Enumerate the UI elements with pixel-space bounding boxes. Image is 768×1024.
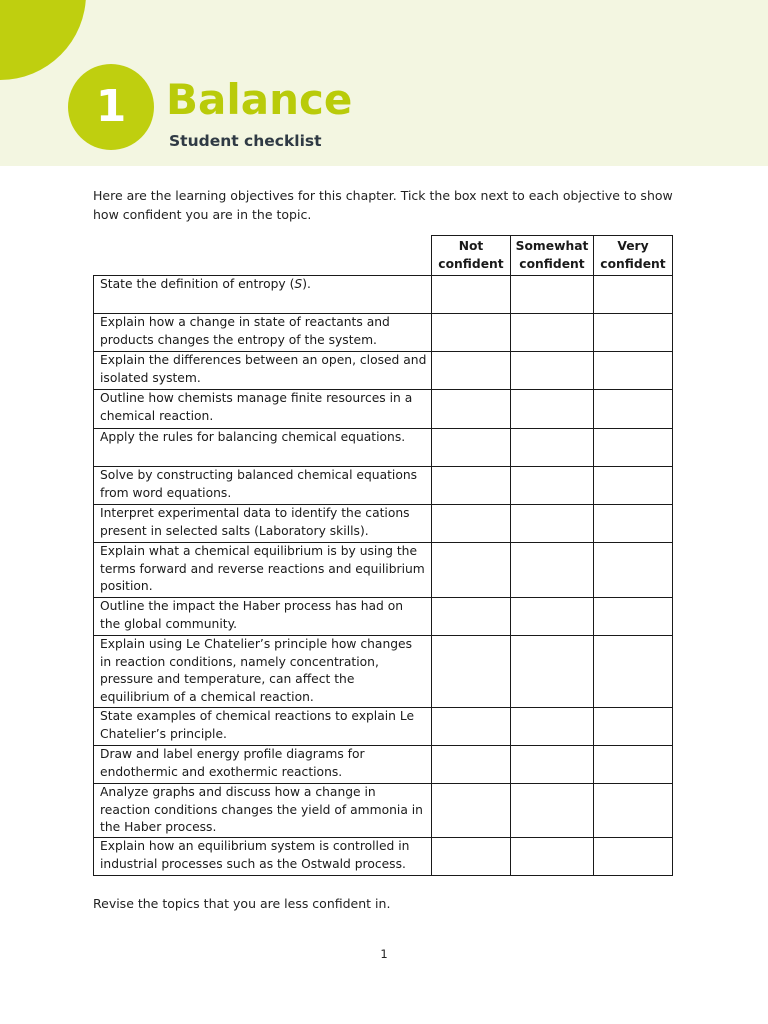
somewhat-confident-checkbox[interactable]: [511, 505, 594, 543]
chapter-number-badge: [68, 64, 154, 150]
table-row: [94, 838, 673, 876]
not-confident-checkbox[interactable]: [432, 784, 511, 838]
not-confident-checkbox[interactable]: [432, 429, 511, 467]
very-confident-checkbox[interactable]: [594, 429, 673, 467]
not-confident-checkbox[interactable]: [432, 276, 511, 314]
objective-text: Interpret experimental data to identify the cations present in selected salts (Laboratory skills).: [94, 505, 432, 543]
not-confident-checkbox[interactable]: [432, 352, 511, 390]
table-header-row: [94, 236, 673, 276]
objective-text: Solve by constructing balanced chemical equations from word equations.: [94, 467, 432, 505]
objectives-checklist-table: [93, 235, 673, 876]
table-row: [94, 636, 673, 708]
not-confident-checkbox[interactable]: [432, 505, 511, 543]
table-row: [94, 352, 673, 390]
not-confident-checkbox[interactable]: [432, 708, 511, 746]
table-row: [94, 598, 673, 636]
objective-column-header: [94, 236, 432, 276]
somewhat-confident-checkbox[interactable]: [511, 636, 594, 708]
very-confident-checkbox[interactable]: [594, 784, 673, 838]
column-header-somewhat-confident: Somewhat confident: [511, 236, 594, 276]
very-confident-checkbox[interactable]: [594, 746, 673, 784]
entropy-symbol: S: [294, 277, 303, 291]
not-confident-checkbox[interactable]: [432, 467, 511, 505]
table-row: [94, 314, 673, 352]
objective-text: Outline the impact the Haber process has had on the global community.: [94, 598, 432, 636]
table-row: [94, 390, 673, 429]
very-confident-checkbox[interactable]: [594, 598, 673, 636]
table-row: [94, 276, 673, 314]
objective-text: Explain how a change in state of reactants and products changes the entropy of the system.: [94, 314, 432, 352]
somewhat-confident-checkbox[interactable]: [511, 390, 594, 429]
objective-text: Apply the rules for balancing chemical equations.: [94, 429, 432, 467]
somewhat-confident-checkbox[interactable]: [511, 746, 594, 784]
not-confident-checkbox[interactable]: [432, 838, 511, 876]
objective-text: Draw and label energy profile diagrams for endothermic and exothermic reactions.: [94, 746, 432, 784]
somewhat-confident-checkbox[interactable]: [511, 543, 594, 598]
objective-text: State the definition of entropy (S).: [94, 276, 432, 314]
somewhat-confident-checkbox[interactable]: [511, 784, 594, 838]
objective-text: Explain using Le Chatelier’s principle how changes in reaction conditions, namely concentration, pressure and temperature, can affect the equilibrium of a chemical reaction.: [94, 636, 432, 708]
not-confident-checkbox[interactable]: [432, 390, 511, 429]
table-row: [94, 429, 673, 467]
very-confident-checkbox[interactable]: [594, 838, 673, 876]
very-confident-checkbox[interactable]: [594, 314, 673, 352]
somewhat-confident-checkbox[interactable]: [511, 276, 594, 314]
very-confident-checkbox[interactable]: [594, 708, 673, 746]
page-subtitle: Student checklist: [169, 132, 322, 150]
chapter-number: 1: [95, 81, 127, 132]
chapter-title: Balance: [166, 75, 353, 124]
header-band: [0, 0, 768, 166]
somewhat-confident-checkbox[interactable]: [511, 838, 594, 876]
column-header-very-confident: Very confident: [594, 236, 673, 276]
corner-decoration: [0, 0, 86, 80]
somewhat-confident-checkbox[interactable]: [511, 708, 594, 746]
closing-text: Revise the topics that you are less confident in.: [93, 896, 391, 911]
not-confident-checkbox[interactable]: [432, 543, 511, 598]
very-confident-checkbox[interactable]: [594, 505, 673, 543]
somewhat-confident-checkbox[interactable]: [511, 314, 594, 352]
objective-text: Analyze graphs and discuss how a change in reaction conditions changes the yield of ammonia in the Haber process.: [94, 784, 432, 838]
objective-text: Explain how an equilibrium system is controlled in industrial processes such as the Ostwald process.: [94, 838, 432, 876]
not-confident-checkbox[interactable]: [432, 636, 511, 708]
not-confident-checkbox[interactable]: [432, 598, 511, 636]
very-confident-checkbox[interactable]: [594, 352, 673, 390]
not-confident-checkbox[interactable]: [432, 746, 511, 784]
somewhat-confident-checkbox[interactable]: [511, 598, 594, 636]
table-row: [94, 543, 673, 598]
not-confident-checkbox[interactable]: [432, 314, 511, 352]
checklist-body: [94, 276, 673, 876]
somewhat-confident-checkbox[interactable]: [511, 429, 594, 467]
objective-text: Explain the differences between an open, closed and isolated system.: [94, 352, 432, 390]
table-row: [94, 505, 673, 543]
very-confident-checkbox[interactable]: [594, 636, 673, 708]
somewhat-confident-checkbox[interactable]: [511, 352, 594, 390]
objective-text: Explain what a chemical equilibrium is by using the terms forward and reverse reactions and equilibrium position.: [94, 543, 432, 598]
very-confident-checkbox[interactable]: [594, 390, 673, 429]
objective-text: Outline how chemists manage finite resources in a chemical reaction.: [94, 390, 432, 429]
somewhat-confident-checkbox[interactable]: [511, 467, 594, 505]
table-row: [94, 708, 673, 746]
very-confident-checkbox[interactable]: [594, 543, 673, 598]
very-confident-checkbox[interactable]: [594, 276, 673, 314]
column-header-not-confident: Not confident: [432, 236, 511, 276]
table-row: [94, 467, 673, 505]
page-number: 1: [380, 947, 388, 961]
table-row: [94, 746, 673, 784]
objective-text: State examples of chemical reactions to explain Le Chatelier’s principle.: [94, 708, 432, 746]
very-confident-checkbox[interactable]: [594, 467, 673, 505]
intro-text: Here are the learning objectives for this chapter. Tick the box next to each objective to show how confident you are in the topic.: [93, 188, 673, 222]
table-row: [94, 784, 673, 838]
